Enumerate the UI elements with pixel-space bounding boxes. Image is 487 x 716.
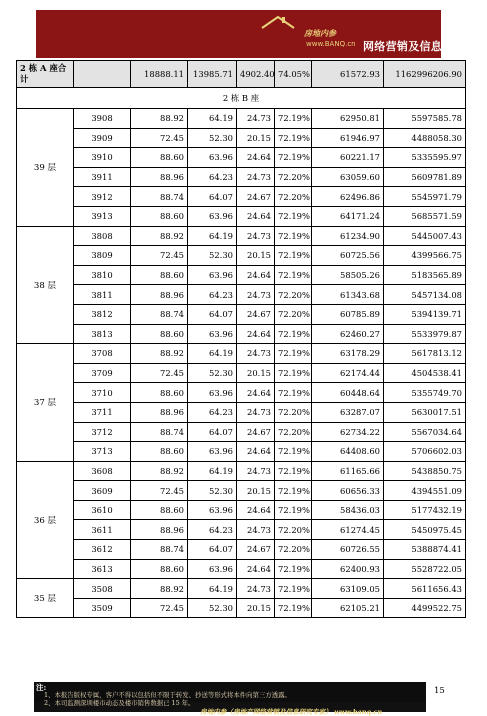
table-cell: 64.19 bbox=[188, 461, 237, 481]
table-cell: 20.15 bbox=[237, 481, 275, 501]
table-cell: 4488058.30 bbox=[384, 128, 466, 148]
table-cell: 4399566.75 bbox=[384, 246, 466, 266]
table-cell: 24.73 bbox=[237, 461, 275, 481]
table-row bbox=[17, 226, 466, 246]
table-cell: 63.96 bbox=[188, 442, 237, 462]
table-cell: 64.23 bbox=[188, 285, 237, 305]
table-cell: 24.73 bbox=[237, 167, 275, 187]
table-cell: 52.30 bbox=[188, 128, 237, 148]
subtotal-row bbox=[17, 61, 466, 88]
table-cell: 60221.17 bbox=[312, 148, 384, 168]
table-cell: 24.73 bbox=[237, 402, 275, 422]
unit-number: 3911 bbox=[74, 167, 131, 187]
unit-number: 3909 bbox=[74, 128, 131, 148]
table-cell: 58436.03 bbox=[312, 500, 384, 520]
table-cell: 5597585.78 bbox=[384, 109, 466, 129]
unit-number: 3713 bbox=[74, 442, 131, 462]
table-cell: 88.60 bbox=[131, 383, 188, 403]
table-cell: 5355749.70 bbox=[384, 383, 466, 403]
table-cell: 5611656.43 bbox=[384, 579, 466, 599]
table-cell: 61343.68 bbox=[312, 285, 384, 305]
table-row bbox=[17, 481, 466, 501]
table-cell: 72.20% bbox=[275, 422, 312, 442]
table-cell: 72.19% bbox=[275, 442, 312, 462]
floor-label: 38 层 bbox=[17, 226, 74, 344]
table-cell: 88.92 bbox=[131, 579, 188, 599]
table-cell: 24.73 bbox=[237, 285, 275, 305]
notes-label: 注: bbox=[36, 683, 47, 692]
table-cell: 20.15 bbox=[237, 598, 275, 618]
table-row bbox=[17, 500, 466, 520]
table-cell: 60785.89 bbox=[312, 304, 384, 324]
table-cell: 88.96 bbox=[131, 402, 188, 422]
unit-number: 3608 bbox=[74, 461, 131, 481]
table-row bbox=[17, 383, 466, 403]
unit-number: 3610 bbox=[74, 500, 131, 520]
table-cell: 72.19% bbox=[275, 481, 312, 501]
table-cell: 5528722.05 bbox=[384, 559, 466, 579]
table-row bbox=[17, 246, 466, 266]
section-row bbox=[17, 88, 466, 109]
footer-brand: 房地内参（房地产网络营销及信息研究专家） www.banq.cn bbox=[200, 708, 383, 716]
subtotal-value: 13985.71 bbox=[188, 61, 237, 88]
table-row bbox=[17, 109, 466, 129]
floor-label: 36 层 bbox=[17, 461, 74, 579]
table-row bbox=[17, 579, 466, 599]
table-cell: 52.30 bbox=[188, 363, 237, 383]
table-cell: 88.92 bbox=[131, 109, 188, 129]
table-cell: 61234.90 bbox=[312, 226, 384, 246]
table-cell: 5609781.89 bbox=[384, 167, 466, 187]
table-cell: 88.92 bbox=[131, 226, 188, 246]
subtotal-value: 74.05% bbox=[275, 61, 312, 88]
table-row bbox=[17, 304, 466, 324]
table-cell: 5533979.87 bbox=[384, 324, 466, 344]
table-cell: 24.64 bbox=[237, 442, 275, 462]
table-row bbox=[17, 559, 466, 579]
table-cell: 24.64 bbox=[237, 324, 275, 344]
table-cell: 64171.24 bbox=[312, 206, 384, 226]
header-tagline: 网络营销及信息研究专家 bbox=[363, 40, 487, 53]
table-cell: 63059.60 bbox=[312, 167, 384, 187]
table-cell: 5388874.41 bbox=[384, 540, 466, 560]
table-cell: 52.30 bbox=[188, 598, 237, 618]
table-cell: 72.45 bbox=[131, 128, 188, 148]
table-cell: 60726.55 bbox=[312, 540, 384, 560]
table-cell: 72.20% bbox=[275, 167, 312, 187]
table-cell: 72.19% bbox=[275, 598, 312, 618]
table-cell: 5177432.19 bbox=[384, 500, 466, 520]
table-cell: 88.60 bbox=[131, 559, 188, 579]
unit-number: 3613 bbox=[74, 559, 131, 579]
table-cell: 64.23 bbox=[188, 402, 237, 422]
table-cell: 62105.21 bbox=[312, 598, 384, 618]
table-cell: 24.64 bbox=[237, 265, 275, 285]
table-cell: 72.19% bbox=[275, 128, 312, 148]
table-cell: 63287.07 bbox=[312, 402, 384, 422]
unit-number: 3609 bbox=[74, 481, 131, 501]
table-cell: 62496.86 bbox=[312, 187, 384, 207]
table-cell: 72.45 bbox=[131, 246, 188, 266]
table-cell: 72.19% bbox=[275, 344, 312, 364]
table-cell: 72.19% bbox=[275, 206, 312, 226]
table-cell: 72.19% bbox=[275, 324, 312, 344]
unit-number: 3710 bbox=[74, 383, 131, 403]
unit-number: 3913 bbox=[74, 206, 131, 226]
table-cell: 24.64 bbox=[237, 206, 275, 226]
table-cell: 64.19 bbox=[188, 579, 237, 599]
sales-data-table bbox=[16, 60, 466, 618]
house-logo-icon bbox=[258, 14, 298, 36]
table-row bbox=[17, 422, 466, 442]
unit-number: 3810 bbox=[74, 265, 131, 285]
floor-label: 35 层 bbox=[17, 579, 74, 618]
table-cell: 72.19% bbox=[275, 148, 312, 168]
table-cell: 72.45 bbox=[131, 363, 188, 383]
table-row bbox=[17, 344, 466, 364]
table-cell: 4499522.75 bbox=[384, 598, 466, 618]
unit-number: 3508 bbox=[74, 579, 131, 599]
table-cell: 5335595.97 bbox=[384, 148, 466, 168]
table-cell: 72.19% bbox=[275, 559, 312, 579]
table-cell: 72.20% bbox=[275, 187, 312, 207]
table-cell: 5685571.59 bbox=[384, 206, 466, 226]
table-row bbox=[17, 187, 466, 207]
table-cell: 72.20% bbox=[275, 304, 312, 324]
unit-number: 3611 bbox=[74, 520, 131, 540]
floor-label: 37 层 bbox=[17, 344, 74, 462]
table-cell: 60656.33 bbox=[312, 481, 384, 501]
table-cell: 24.73 bbox=[237, 109, 275, 129]
unit-number: 3813 bbox=[74, 324, 131, 344]
table-row bbox=[17, 363, 466, 383]
table-cell: 64.07 bbox=[188, 422, 237, 442]
table-cell: 88.60 bbox=[131, 265, 188, 285]
table-cell: 88.96 bbox=[131, 520, 188, 540]
table-row bbox=[17, 265, 466, 285]
table-row bbox=[17, 148, 466, 168]
page-number: 15 bbox=[434, 686, 445, 696]
subtotal-label: 2 栋 A 座合计 bbox=[17, 61, 74, 88]
table-row bbox=[17, 324, 466, 344]
table-cell: 63.96 bbox=[188, 265, 237, 285]
table-cell: 63109.05 bbox=[312, 579, 384, 599]
table-row bbox=[17, 206, 466, 226]
table-cell: 64.07 bbox=[188, 304, 237, 324]
table-cell: 61165.66 bbox=[312, 461, 384, 481]
subtotal-value: 61572.93 bbox=[312, 61, 384, 88]
unit-number: 3912 bbox=[74, 187, 131, 207]
table-cell: 72.45 bbox=[131, 598, 188, 618]
table-row bbox=[17, 128, 466, 148]
table-cell: 5617813.12 bbox=[384, 344, 466, 364]
table-cell: 64408.60 bbox=[312, 442, 384, 462]
table-cell: 64.19 bbox=[188, 226, 237, 246]
table-cell: 5706602.03 bbox=[384, 442, 466, 462]
table-cell: 62400.93 bbox=[312, 559, 384, 579]
unit-number: 3808 bbox=[74, 226, 131, 246]
unit-number: 3709 bbox=[74, 363, 131, 383]
table-cell: 63.96 bbox=[188, 500, 237, 520]
table-cell: 5445007.43 bbox=[384, 226, 466, 246]
section-title: 2 栋 B 座 bbox=[17, 88, 466, 109]
table-cell: 88.96 bbox=[131, 167, 188, 187]
table-cell: 64.07 bbox=[188, 540, 237, 560]
table-cell: 5457134.08 bbox=[384, 285, 466, 305]
table-cell: 64.07 bbox=[188, 187, 237, 207]
unit-number: 3509 bbox=[74, 598, 131, 618]
subtotal-blank bbox=[74, 61, 131, 88]
table-cell: 62950.81 bbox=[312, 109, 384, 129]
table-cell: 88.60 bbox=[131, 148, 188, 168]
table-cell: 72.19% bbox=[275, 363, 312, 383]
table-cell: 24.73 bbox=[237, 520, 275, 540]
subtotal-value: 18888.11 bbox=[131, 61, 188, 88]
table-cell: 4394551.09 bbox=[384, 481, 466, 501]
table-cell: 72.19% bbox=[275, 383, 312, 403]
brand-name: 房地内参 bbox=[304, 28, 336, 38]
table-cell: 24.73 bbox=[237, 344, 275, 364]
table-cell: 88.60 bbox=[131, 442, 188, 462]
unit-number: 3712 bbox=[74, 422, 131, 442]
table-cell: 24.64 bbox=[237, 500, 275, 520]
table-cell: 60725.56 bbox=[312, 246, 384, 266]
table-cell: 72.20% bbox=[275, 402, 312, 422]
table-cell: 5450975.45 bbox=[384, 520, 466, 540]
table-cell: 72.19% bbox=[275, 246, 312, 266]
table-row bbox=[17, 285, 466, 305]
unit-number: 3809 bbox=[74, 246, 131, 266]
table-cell: 72.19% bbox=[275, 226, 312, 246]
table-cell: 63.96 bbox=[188, 206, 237, 226]
subtotal-value: 4902.40 bbox=[237, 61, 275, 88]
table-cell: 72.19% bbox=[275, 500, 312, 520]
table-cell: 64.19 bbox=[188, 109, 237, 129]
table-cell: 72.19% bbox=[275, 265, 312, 285]
unit-number: 3812 bbox=[74, 304, 131, 324]
table-row bbox=[17, 461, 466, 481]
table-cell: 72.19% bbox=[275, 579, 312, 599]
table-cell: 72.19% bbox=[275, 109, 312, 129]
table-cell: 88.74 bbox=[131, 304, 188, 324]
table-cell: 20.15 bbox=[237, 128, 275, 148]
table-row bbox=[17, 520, 466, 540]
unit-number: 3908 bbox=[74, 109, 131, 129]
table-cell: 24.67 bbox=[237, 304, 275, 324]
table-cell: 64.19 bbox=[188, 344, 237, 364]
table-cell: 5630017.51 bbox=[384, 402, 466, 422]
table-cell: 20.15 bbox=[237, 363, 275, 383]
unit-number: 3711 bbox=[74, 402, 131, 422]
floor-label: 39 层 bbox=[17, 109, 74, 227]
table-cell: 88.74 bbox=[131, 540, 188, 560]
table-cell: 63.96 bbox=[188, 324, 237, 344]
brand-url: www.BANQ.cn bbox=[306, 40, 356, 48]
table-cell: 88.60 bbox=[131, 324, 188, 344]
table-row bbox=[17, 598, 466, 618]
note-monitoring: 2、本司监测深圳楼市动态及楼市销售数据已 15 年。 bbox=[44, 699, 195, 707]
table-cell: 24.73 bbox=[237, 226, 275, 246]
table-cell: 5567034.64 bbox=[384, 422, 466, 442]
table-cell: 24.64 bbox=[237, 148, 275, 168]
table-cell: 88.74 bbox=[131, 422, 188, 442]
table-cell: 52.30 bbox=[188, 246, 237, 266]
unit-number: 3811 bbox=[74, 285, 131, 305]
table-cell: 61946.97 bbox=[312, 128, 384, 148]
table-row bbox=[17, 540, 466, 560]
table-cell: 24.64 bbox=[237, 383, 275, 403]
table-cell: 63178.29 bbox=[312, 344, 384, 364]
table-row bbox=[17, 442, 466, 462]
table-cell: 62734.22 bbox=[312, 422, 384, 442]
table-cell: 64.23 bbox=[188, 167, 237, 187]
table-cell: 62174.44 bbox=[312, 363, 384, 383]
table-row bbox=[17, 167, 466, 187]
table-cell: 88.92 bbox=[131, 461, 188, 481]
table-cell: 72.45 bbox=[131, 481, 188, 501]
table-cell: 24.67 bbox=[237, 540, 275, 560]
table-cell: 88.60 bbox=[131, 500, 188, 520]
table-cell: 24.73 bbox=[237, 579, 275, 599]
table-cell: 72.20% bbox=[275, 285, 312, 305]
table-cell: 61274.45 bbox=[312, 520, 384, 540]
note-copyright: 1、本报告版权专属，客户不得以包括但不限于转发、抄送等形式将本件向第三方透露。 bbox=[44, 691, 291, 699]
table-cell: 5438850.75 bbox=[384, 461, 466, 481]
table-cell: 72.20% bbox=[275, 520, 312, 540]
table-cell: 24.67 bbox=[237, 187, 275, 207]
table-cell: 72.19% bbox=[275, 461, 312, 481]
subtotal-value: 1162996206.90 bbox=[384, 61, 466, 88]
table-cell: 5394139.71 bbox=[384, 304, 466, 324]
table-cell: 72.20% bbox=[275, 540, 312, 560]
unit-number: 3910 bbox=[74, 148, 131, 168]
table-cell: 63.96 bbox=[188, 383, 237, 403]
table-cell: 88.92 bbox=[131, 344, 188, 364]
table-cell: 63.96 bbox=[188, 559, 237, 579]
table-cell: 58505.26 bbox=[312, 265, 384, 285]
table-cell: 5545971.79 bbox=[384, 187, 466, 207]
table-cell: 5183565.89 bbox=[384, 265, 466, 285]
table-cell: 24.67 bbox=[237, 422, 275, 442]
unit-number: 3708 bbox=[74, 344, 131, 364]
table-cell: 24.64 bbox=[237, 559, 275, 579]
table-cell: 88.96 bbox=[131, 285, 188, 305]
table-row bbox=[17, 402, 466, 422]
table-cell: 88.74 bbox=[131, 187, 188, 207]
table-cell: 63.96 bbox=[188, 148, 237, 168]
table-cell: 52.30 bbox=[188, 481, 237, 501]
table-cell: 64.23 bbox=[188, 520, 237, 540]
table-cell: 20.15 bbox=[237, 246, 275, 266]
table-cell: 62460.27 bbox=[312, 324, 384, 344]
table-cell: 4504538.41 bbox=[384, 363, 466, 383]
unit-number: 3612 bbox=[74, 540, 131, 560]
table-cell: 60448.64 bbox=[312, 383, 384, 403]
header-banner bbox=[36, 10, 487, 58]
table-cell: 88.60 bbox=[131, 206, 188, 226]
